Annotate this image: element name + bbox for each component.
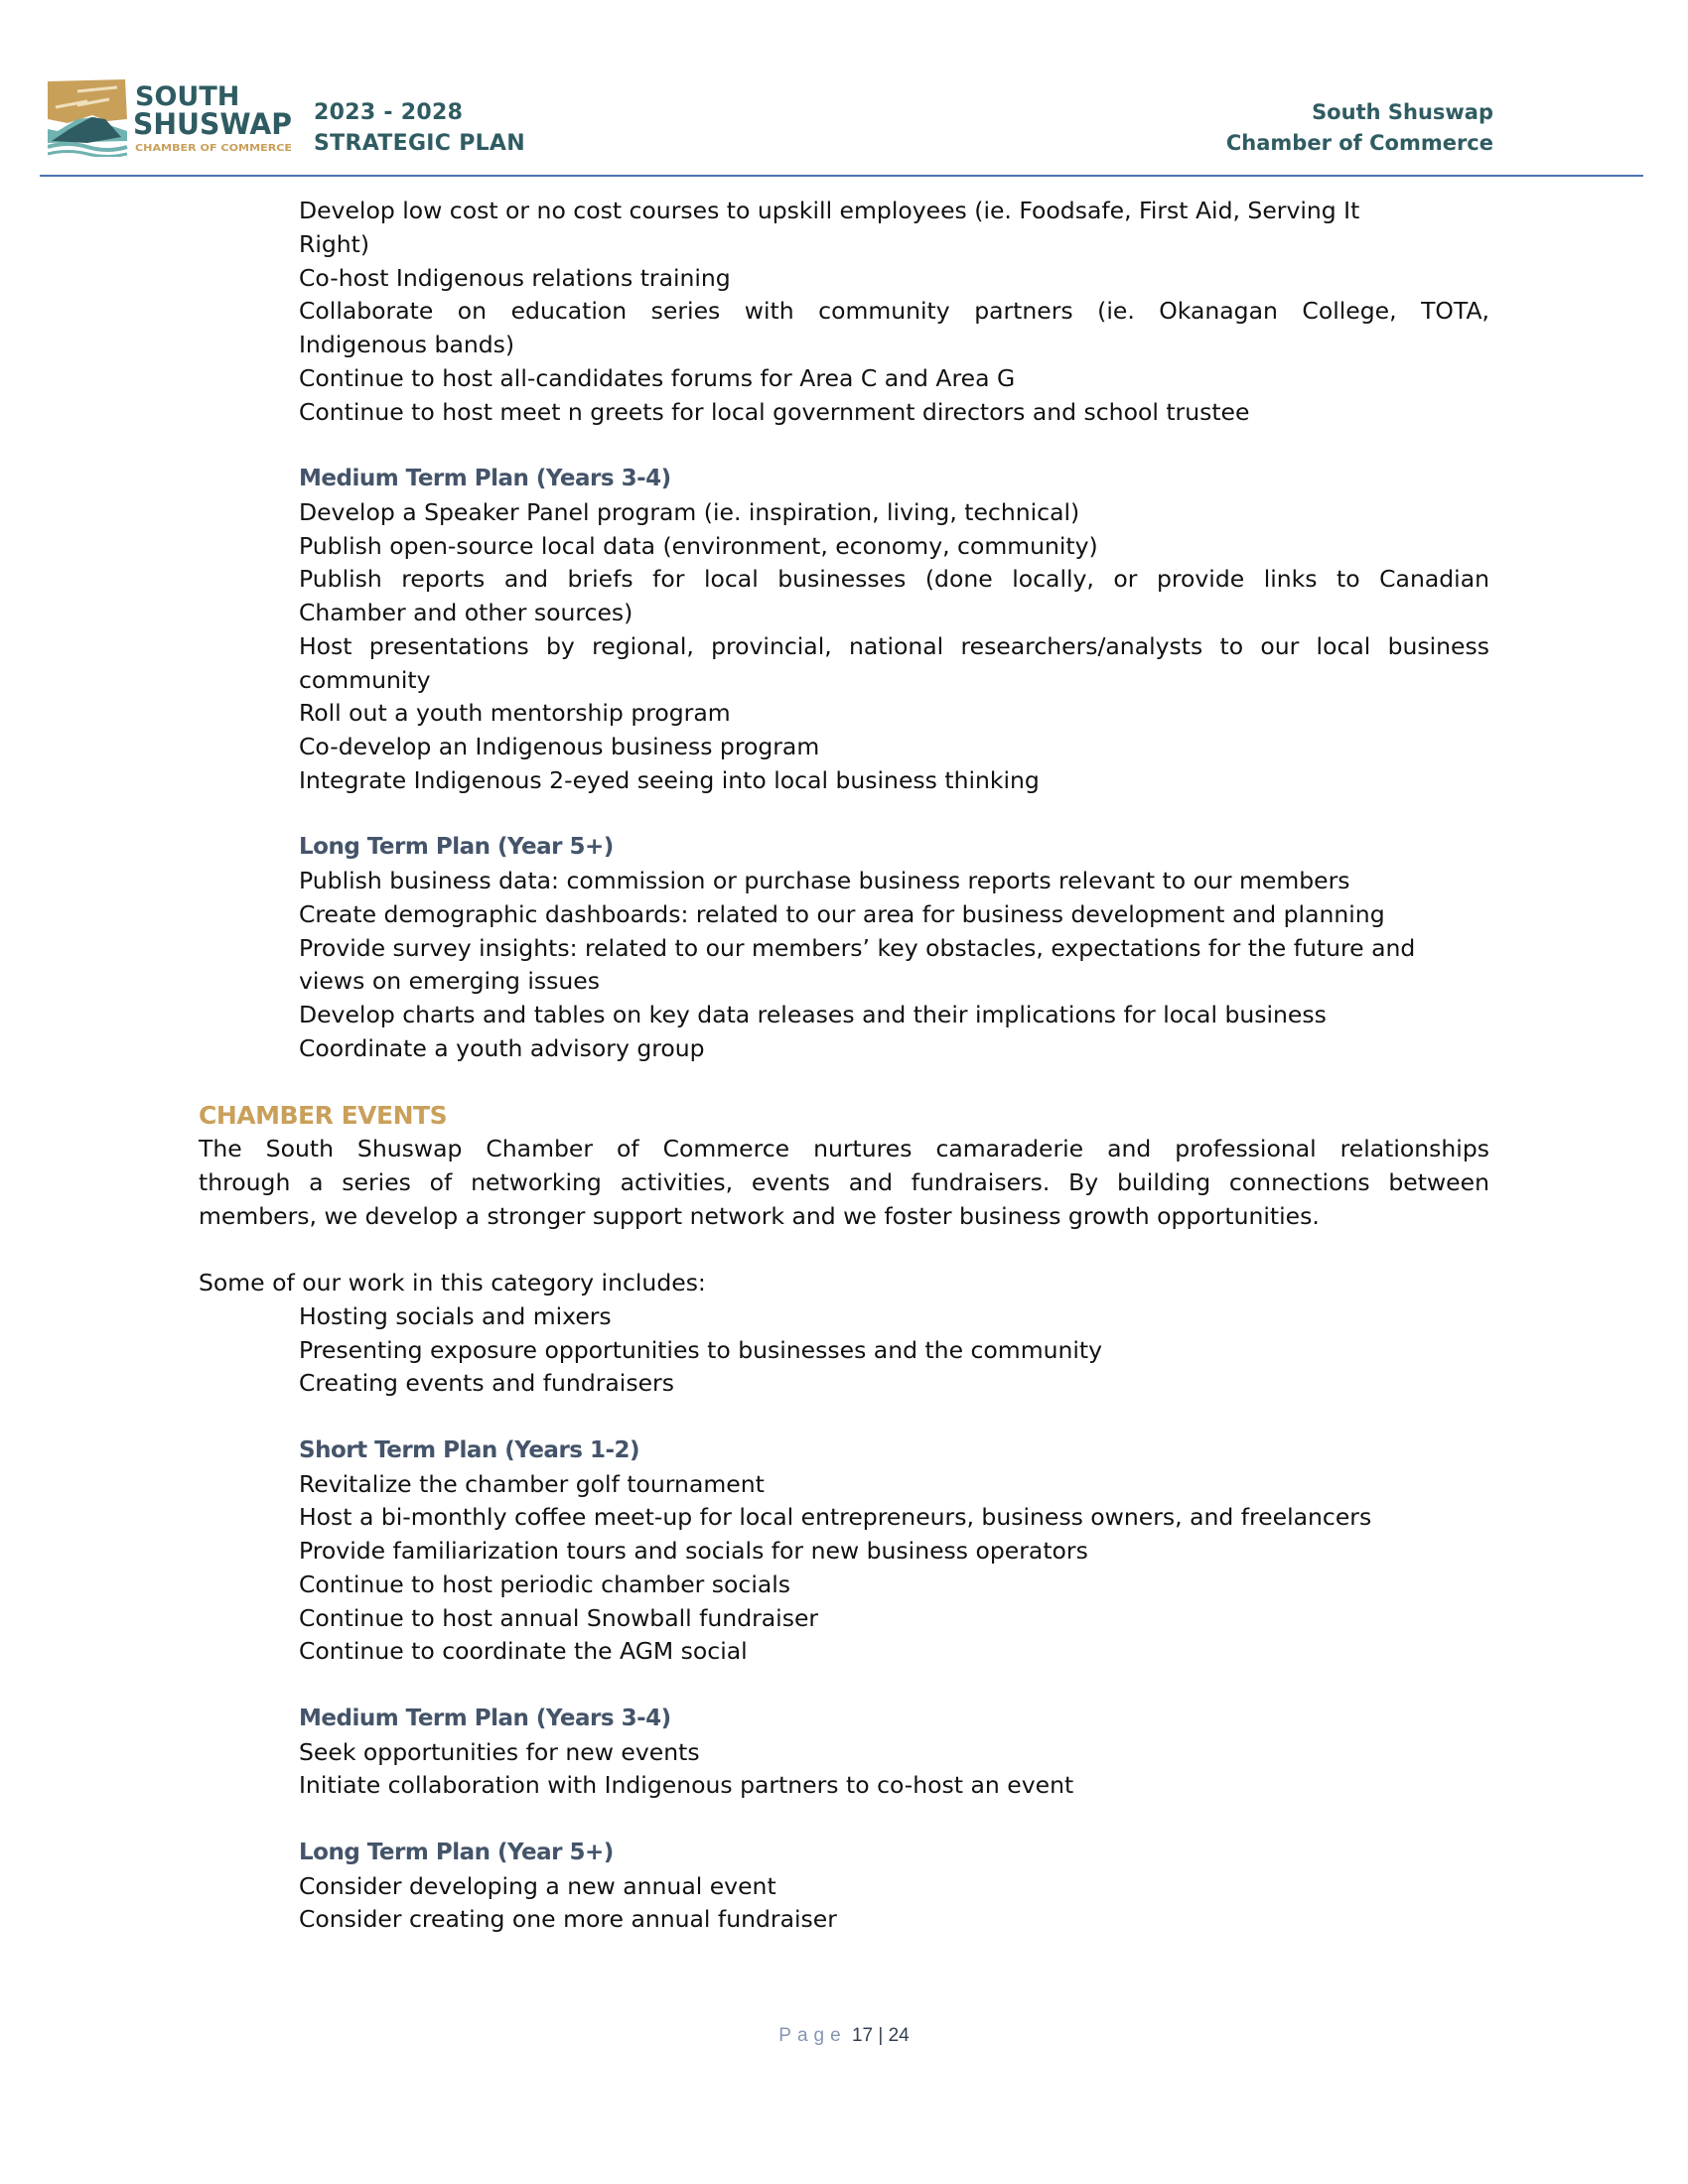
page-total: 24 (888, 2025, 910, 2046)
list-item: Develop charts and tables on key data releases and their implications for local business (299, 1001, 1327, 1028)
organization-name-line2: Chamber of Commerce (1225, 131, 1493, 155)
work-intro: Some of our work in this category includes: (199, 1269, 706, 1297)
list-item: Publish open-source local data (environment, economy, community) (299, 531, 1098, 560)
list-item: Initiate collaboration with Indigenous partners to co-host an event (299, 1771, 1074, 1800)
list-item: views on emerging issues (299, 967, 600, 996)
list-item: Continue to coordinate the AGM social (299, 1637, 748, 1666)
page-footer (0, 2025, 1688, 2047)
list-item: Continue to host periodic chamber socials (299, 1570, 791, 1598)
list-item: Consider developing a new annual event (299, 1871, 776, 1900)
list-item: Coordinate a youth advisory group (299, 1033, 705, 1062)
list-item: Consider creating one more annual fundraiser (299, 1905, 837, 1934)
list-item: Co-host Indigenous relations training (299, 263, 731, 292)
plan-title: STRATEGIC PLAN (314, 131, 525, 156)
list-item: Indigenous bands) (299, 331, 515, 358)
list-item: Publish business data: commission or purchase business reports relevant to our members (299, 867, 1350, 894)
list-item: Provide familiarization tours and socials for new business operators (299, 1537, 1088, 1565)
list-item: Continue to host annual Snowball fundraiser (299, 1603, 819, 1632)
list-item: Revitalize the chamber golf tournament (299, 1469, 765, 1498)
page-current: 17 (851, 2025, 874, 2046)
plan-years: 2023 - 2028 (314, 100, 464, 125)
paragraph-line: members, we develop a stronger support network and we foster business growth opportunities. (199, 1201, 1320, 1230)
paragraph-line: through a series of networking activities, events and fundraisers. By building connections between (199, 1167, 1489, 1196)
list-item: Hosting socials and mixers (299, 1301, 612, 1330)
logo-text-south: SOUTH (135, 81, 240, 112)
medium-term-heading: Medium Term Plan (Years 3-4) (299, 1705, 671, 1731)
list-item: Collaborate on education series with community partners (ie. Okanagan College, TOTA, (299, 297, 1489, 326)
list-item: Right) (299, 229, 370, 258)
plan-title-block (314, 97, 525, 159)
chamber-events-heading: CHAMBER EVENTS (199, 1101, 448, 1131)
list-item: Integrate Indigenous 2-eyed seeing into local business thinking (299, 765, 1040, 794)
list-item: Publish reports and briefs for local businesses (done locally, or provide links to Canadian (299, 565, 1489, 594)
list-item: community (299, 665, 431, 694)
header-divider (40, 175, 1643, 177)
list-item: Seek opportunities for new events (299, 1737, 700, 1766)
page-separator: | (878, 2025, 884, 2046)
logo-text-chamber: CHAMBER OF COMMERCE (135, 143, 293, 154)
list-item: Create demographic dashboards: related to our area for business development and planning (299, 899, 1385, 928)
chamber-logo (48, 79, 296, 157)
list-item: Roll out a youth mentorship program (299, 699, 731, 728)
list-item: Continue to host meet n greets for local government directors and school trustee (299, 397, 1250, 426)
list-item: Develop a Speaker Panel program (ie. inspiration, living, technical) (299, 497, 1080, 526)
long-term-heading: Long Term Plan (Year 5+) (299, 834, 614, 861)
long-term-heading: Long Term Plan (Year 5+) (299, 1839, 614, 1865)
list-item: Continue to host all-candidates forums for Area C and Area G (299, 363, 1016, 392)
short-term-heading: Short Term Plan (Years 1-2) (299, 1436, 640, 1463)
list-item: Presenting exposure opportunities to businesses and the community (299, 1335, 1103, 1364)
list-item: Co-develop an Indigenous business program (299, 733, 820, 760)
list-item: Provide survey insights: related to our members’ key obstacles, expectations for the future and (299, 933, 1416, 962)
list-item: Host a bi-monthly coffee meet-up for local entrepreneurs, business owners, and freelancers (299, 1503, 1372, 1532)
page-label: Page (778, 2025, 847, 2046)
logo-text-shuswap: SHUSWAP (133, 107, 292, 141)
list-item: Develop low cost or no cost courses to upskill employees (ie. Foodsafe, First Aid, Serving It (299, 197, 1360, 224)
organization-name-line1: South Shuswap (1312, 100, 1493, 124)
list-item: Chamber and other sources) (299, 599, 633, 626)
organization-name-block (1226, 97, 1493, 159)
medium-term-heading: Medium Term Plan (Years 3-4) (299, 466, 671, 491)
paragraph-line: The South Shuswap Chamber of Commerce nurtures camaraderie and professional relationships (199, 1135, 1489, 1162)
page-content (0, 195, 1688, 1937)
list-item: Creating events and fundraisers (299, 1369, 674, 1398)
logo-mark-icon (48, 79, 296, 157)
list-item: Host presentations by regional, provincial, national researchers/analysts to our local business (299, 631, 1489, 660)
